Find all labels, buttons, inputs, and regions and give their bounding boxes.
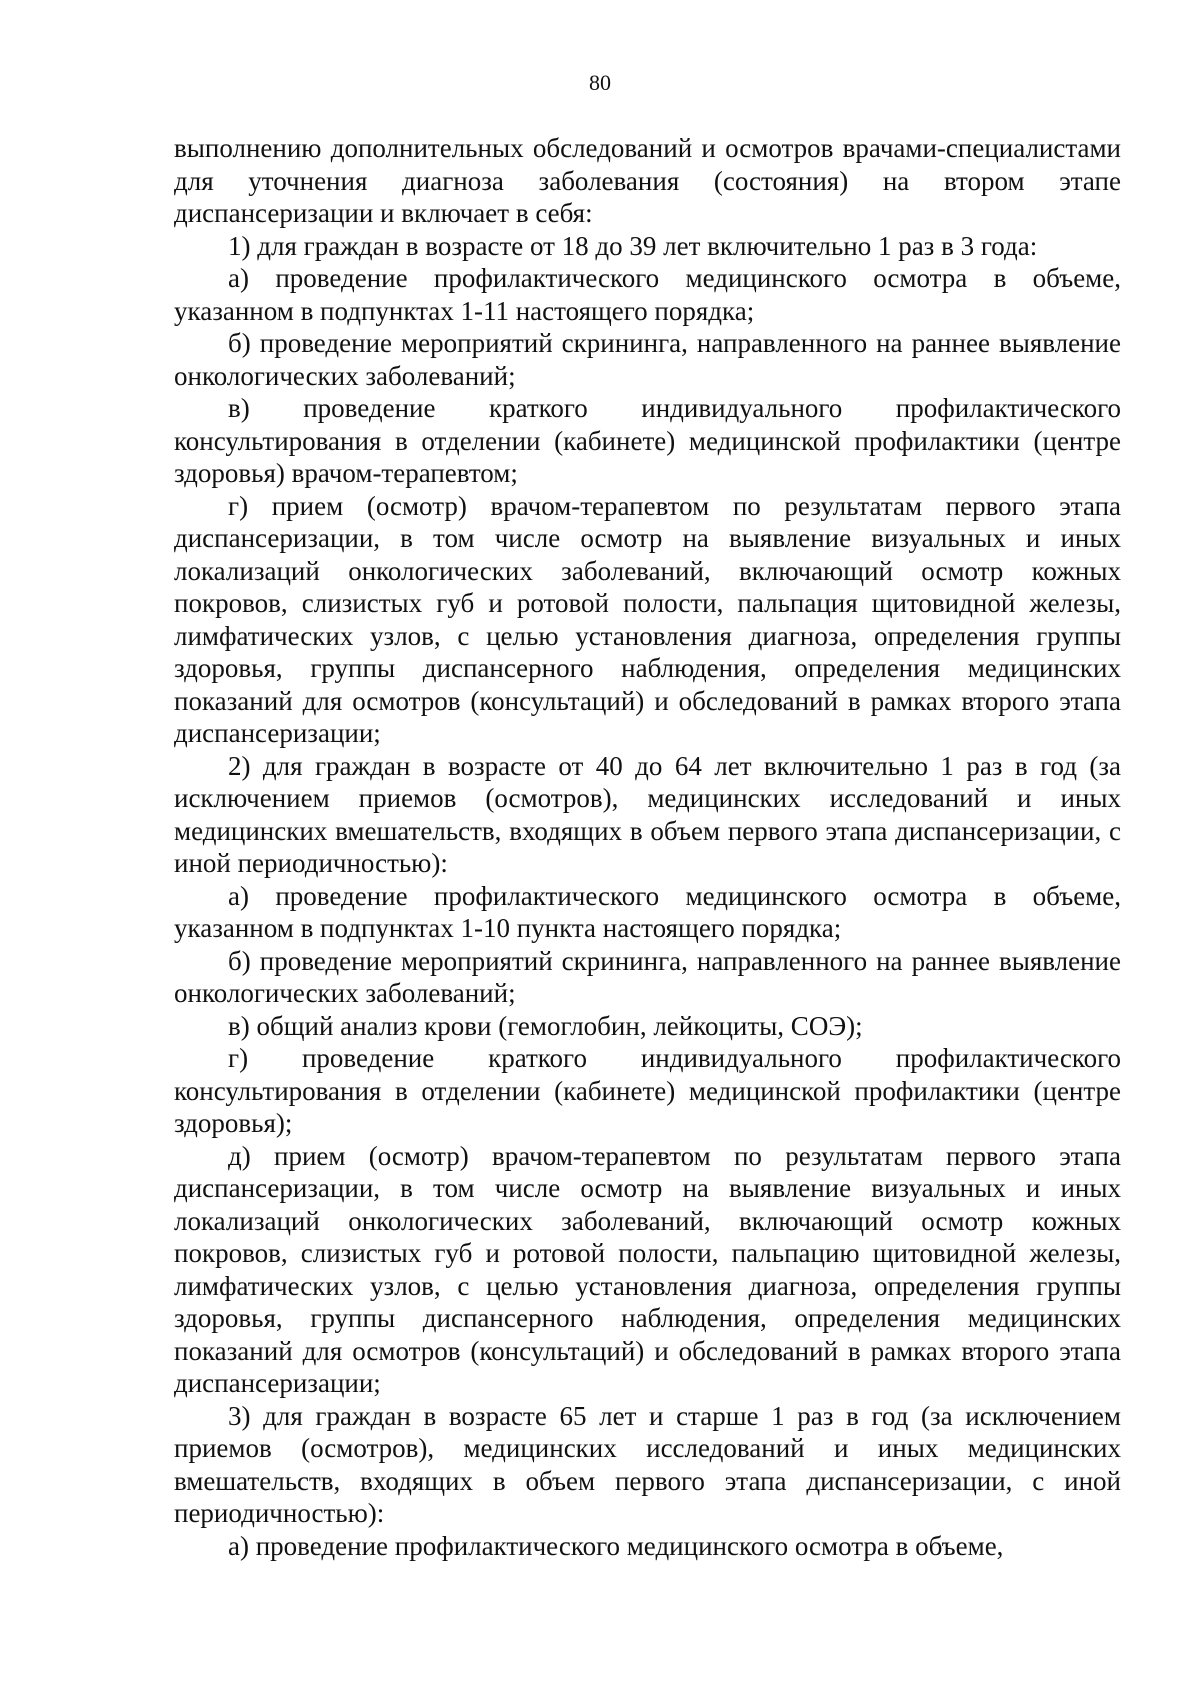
- paragraph-item-3: 3) для граждан в возрасте 65 лет и старше 1 раз в год (за исключением приемов (осмотров), медицинских исследований и иных медицинских вмешательств, входящих в объем первого этапа диспансеризации, с иной периодичностью):: [174, 1400, 1121, 1528]
- document-body: [174, 132, 1121, 1562]
- paragraph-item-2g: г) проведение краткого индивидуального профилактического консультирования в отделении (кабинете) медицинской профилактики (центре здоровья);: [174, 1043, 1121, 1138]
- page-number: 80: [589, 70, 611, 95]
- paragraph-item-1: 1) для граждан в возрасте от 18 до 39 лет включительно 1 раз в 3 года:: [228, 230, 1038, 261]
- paragraph-item-2: 2) для граждан в возрасте от 40 до 64 лет включительно 1 раз в год (за исключением приемов (осмотров), медицинских исследований и иных медицинских вмешательств, входящих в объем первого этапа диспансеризации, с иной периодичностью):: [174, 750, 1121, 878]
- paragraph-item-1b: б) проведение мероприятий скрининга, направленного на раннее выявление онкологических заболеваний;: [174, 328, 1121, 391]
- paragraph-item-1a: а) проведение профилактического медицинского осмотра в объеме, указанном в подпунктах 1-11 настоящего порядка;: [174, 263, 1121, 326]
- paragraph-item-2d: д) прием (осмотр) врачом-терапевтом по результатам первого этапа диспансеризации, в том числе осмотр на выявление визуальных и иных локализаций онкологических заболеваний, включающий осмотр кожных покровов, слизистых губ и ротовой полости, пальпацию щитовидной железы, лимфатических узлов, с целью установления диагноза, определения группы здоровья, группы диспансерного наблюдения, определения медицинских показаний для осмотров (консультаций) и обследований в рамках второго этапа диспансеризации;: [174, 1140, 1121, 1398]
- paragraph-item-3a: а) проведение профилактического медицинского осмотра в объеме,: [228, 1530, 1004, 1561]
- paragraph-item-2b: б) проведение мероприятий скрининга, направленного на раннее выявление онкологических заболеваний;: [174, 945, 1121, 1008]
- paragraph-item-1g: г) прием (осмотр) врачом-терапевтом по результатам первого этапа диспансеризации, в том числе осмотр на выявление визуальных и иных локализаций онкологических заболеваний, включающий осмотр кожных покровов, слизистых губ и ротовой полости, пальпация щитовидной железы, лимфатических узлов, с целью установления диагноза, определения группы здоровья, группы диспансерного наблюдения, определения медицинских показаний для осмотров (консультаций) и обследований в рамках второго этапа диспансеризации;: [174, 490, 1121, 748]
- paragraph-item-2a: а) проведение профилактического медицинского осмотра в объеме, указанном в подпунктах 1-10 пункта настоящего порядка;: [174, 880, 1121, 943]
- paragraph-intro-continuation: выполнению дополнительных обследований и осмотров врачами-специалистами для уточнения диагноза заболевания (состояния) на втором этапе диспансеризации и включает в себя:: [174, 133, 1121, 228]
- paragraph-item-1v: в) проведение краткого индивидуального профилактического консультирования в отделении (кабинете) медицинской профилактики (центре здоровья) врачом-терапевтом;: [174, 393, 1121, 488]
- paragraph-item-2v: в) общий анализ крови (гемоглобин, лейкоциты, СОЭ);: [228, 1010, 863, 1041]
